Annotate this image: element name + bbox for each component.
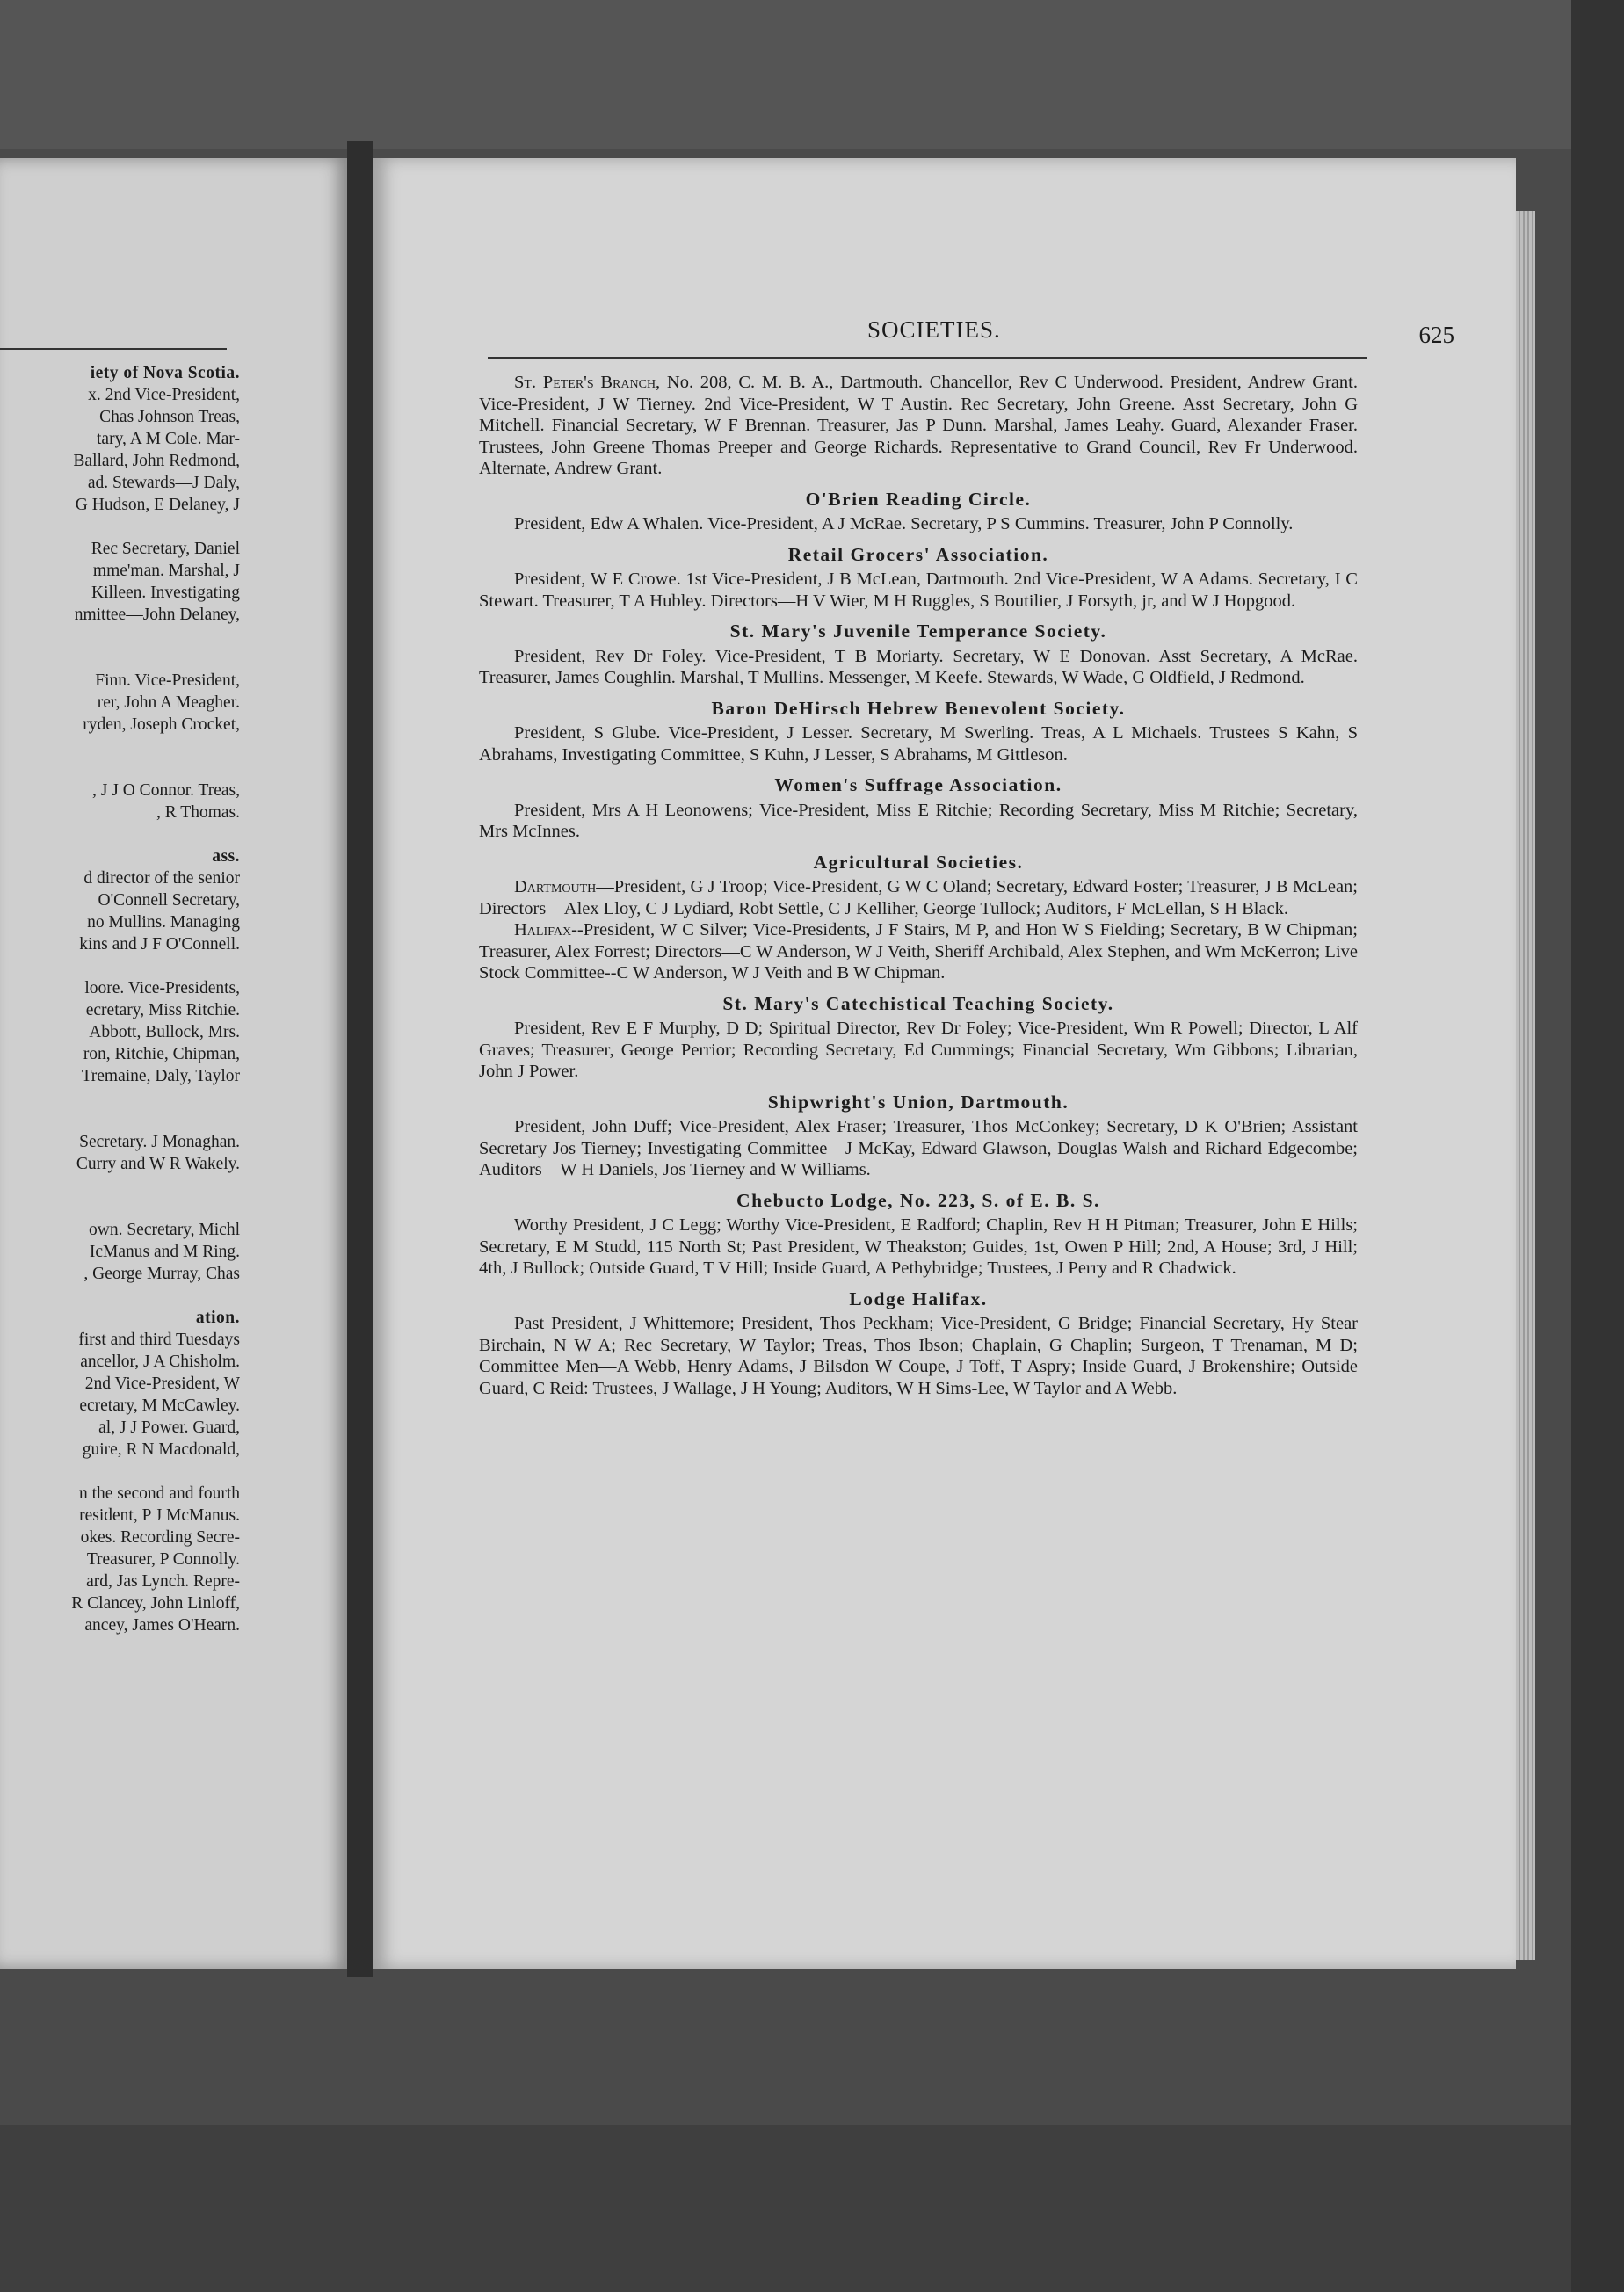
- left-page-line: Treasurer, P Connolly.: [86, 1550, 240, 1569]
- left-page-line: mme'man. Marshal, J: [92, 562, 240, 580]
- left-page-line: Abbott, Bullock, Mrs.: [89, 1023, 240, 1041]
- society-entry: [479, 1092, 1358, 1181]
- society-officers-paragraph: [479, 876, 1358, 919]
- society-entry: [479, 489, 1358, 535]
- left-page-line: [0, 1109, 240, 1131]
- society-heading: St. Mary's Juvenile Temperance Society.: [729, 620, 1107, 642]
- left-page-heading: iety of Nova Scotia.: [90, 364, 240, 382]
- left-page-line: [0, 1461, 240, 1483]
- left-page-line: guire, R N Macdonald,: [82, 1440, 240, 1459]
- left-page-line: okes. Recording Secre-: [80, 1528, 240, 1547]
- society-officers-paragraph: [479, 1116, 1358, 1181]
- left-page-line: nmittee—John Delaney,: [74, 606, 240, 624]
- left-page-line: [0, 1197, 240, 1219]
- left-page-line: Ballard, John Redmond,: [73, 452, 240, 470]
- entry-text: President, Rev E F Murphy, D D; Spiritual Director, Rev Dr Foley; Vice-President, Wm R Powell; Director, L Alf Graves; Treasurer, George Perrior; Recording Secretary, Ed Cummings; Financial Secretary, Wm Gibbons; Librarian, John J Power.: [479, 1019, 1358, 1081]
- left-page-line: G Hudson, E Delaney, J: [75, 496, 240, 514]
- scanner-background-right: [1571, 0, 1624, 2292]
- left-page-line: , George Murray, Chas: [83, 1265, 240, 1283]
- society-heading: Lodge Halifax.: [849, 1287, 988, 1309]
- page-number: 625: [1418, 322, 1454, 348]
- left-page-line: Chas Johnson Treas,: [99, 408, 240, 426]
- left-page-line: n the second and fourth: [78, 1484, 240, 1503]
- entry-text: President, Rev Dr Foley. Vice-President, T B Moriarty. Secretary, W E Donovan. Asst Secretary, A McRae. Treasurer, James Coughlin. Marshal, T Mullins. Messenger, M Keefe. Stewards, W Wade, G Oldfield, J Redmond.: [479, 646, 1358, 687]
- society-entry: [479, 1190, 1358, 1280]
- left-page-line: Killeen. Investigating: [91, 584, 240, 602]
- society-officers-paragraph: [479, 1313, 1358, 1399]
- left-page-rule: [0, 348, 227, 350]
- society-entry: [479, 620, 1358, 689]
- left-page-line: [0, 736, 240, 758]
- left-page-line: [0, 955, 240, 977]
- entry-text: Past President, J Whittemore; President, Thos Peckham; Vice-President, G Bridge; Financial Secretary, Hy Stear Birchain, N W A; Rec Secretary, W Taylor; Treas, Thos Ibson; Chaplain, G Chaplin; Surgeon, T Trenaman, M D; Committee Men—A Webb, Henry Adams, J Bilsdon W Coupe, J Toff, T Aspry; Inside Guard, J Brokenshire; Outside Guard, C Reid: Trustees, J Wallage, J H Young; Auditors, W H Sims-Lee, W Taylor and A Webb.: [479, 1314, 1358, 1398]
- left-page-heading: ass.: [212, 847, 240, 866]
- left-page-line: [0, 1285, 240, 1307]
- society-entry: [479, 774, 1358, 843]
- society-entry: [479, 993, 1358, 1083]
- left-page-line: [0, 1087, 240, 1109]
- left-page-line: Tremaine, Daly, Taylor: [81, 1067, 240, 1085]
- left-page-line: Rec Secretary, Daniel: [91, 540, 240, 558]
- left-page-line: own. Secretary, Michl: [88, 1221, 240, 1239]
- left-page-line: ard, Jas Lynch. Repre-: [86, 1572, 240, 1591]
- left-page-heading: ation.: [195, 1309, 240, 1327]
- society-entry: [479, 1288, 1358, 1400]
- society-heading: Agricultural Societies.: [813, 851, 1024, 873]
- left-page-line: [0, 516, 240, 538]
- left-page-line: O'Connell Secretary,: [98, 891, 240, 910]
- society-officers-paragraph: [479, 513, 1358, 535]
- society-officers-paragraph: [479, 722, 1358, 765]
- societies-listing: [479, 372, 1358, 1399]
- society-officers-paragraph: [479, 372, 1358, 480]
- society-heading: Chebucto Lodge, No. 223, S. of E. B. S.: [736, 1189, 1100, 1211]
- society-officers-paragraph: [479, 646, 1358, 689]
- left-page-line: [0, 823, 240, 845]
- left-page-line: no Mullins. Managing: [87, 913, 240, 932]
- left-page-line: [0, 648, 240, 670]
- book-gutter: [347, 141, 373, 1977]
- left-page-line: R Clancey, John Linloff,: [71, 1594, 240, 1613]
- left-page-line: ecretary, M McCawley.: [79, 1396, 240, 1415]
- page-edges: [1516, 211, 1535, 1960]
- society-officers-paragraph: [479, 800, 1358, 843]
- society-officers-paragraph: [479, 1215, 1358, 1280]
- left-page-line: Secretary. J Monaghan.: [79, 1133, 240, 1151]
- society-officers-paragraph: [479, 1018, 1358, 1083]
- left-page-line: 2nd Vice-President, W: [84, 1374, 240, 1393]
- running-head-title: SOCIETIES.: [867, 316, 1001, 343]
- society-heading: St. Mary's Catechistical Teaching Society.: [722, 992, 1114, 1014]
- right-page: [373, 158, 1516, 1969]
- left-page-line: IcManus and M Ring.: [89, 1243, 240, 1261]
- entry-text: President, Mrs A H Leonowens; Vice-President, Miss E Ritchie; Recording Secretary, Miss M Ritchie; Secretary, Mrs McInnes.: [479, 800, 1358, 841]
- left-page-line: Curry and W R Wakely.: [76, 1155, 240, 1173]
- society-heading: Retail Grocers' Association.: [787, 543, 1049, 565]
- left-page-line: [0, 626, 240, 648]
- society-heading: O'Brien Reading Circle.: [805, 488, 1032, 510]
- left-page-line: [0, 758, 240, 780]
- left-page-line: loore. Vice-Presidents,: [84, 979, 240, 997]
- society-officers-paragraph: [479, 569, 1358, 612]
- entry-text: President, W E Crowe. 1st Vice-President, J B McLean, Dartmouth. 2nd Vice-President, W A Adams. Secretary, I C Stewart. Treasurer, T A Hubley. Directors—H V Wier, M H Ruggles, S Boutilier, J Forsyth, jr, and W J Hopgood.: [479, 569, 1358, 611]
- running-head: [488, 316, 1454, 352]
- left-page-line: ancey, James O'Hearn.: [84, 1616, 240, 1635]
- left-page-line: ryden, Joseph Crocket,: [83, 715, 240, 734]
- society-entry: [479, 544, 1358, 613]
- left-page-line: ron, Ritchie, Chipman,: [83, 1045, 240, 1063]
- society-entry: [479, 698, 1358, 766]
- entry-text: President, John Duff; Vice-President, Alex Fraser; Treasurer, Thos McConkey; Secretary, D K O'Brien; Assistant Secretary Jos Tierney; Investigating Committee—J McKay, Edward Glawson, Douglas Walsh and Richard Edgecombe; Auditors—W H Daniels, Jos Tierney and W Williams.: [479, 1117, 1358, 1179]
- society-entry: [479, 852, 1358, 984]
- entry-text: —President, G J Troop; Vice-President, G W C Oland; Secretary, Edward Foster; Treasurer, J B McLean; Directors—Alex Lloy, C J Lydiard, Robt Settle, C J Kelliher, George Tullock; Auditors, F McLellan, S H Black.: [479, 877, 1358, 918]
- left-page-line: , J J O Connor. Treas,: [92, 781, 240, 800]
- entry-text: No. 208, C. M. B. A., Dartmouth. Chancellor, Rev C Underwood. President, Andrew Grant. Vice-President, J W Tierney. 2nd Vice-President, W T Austin. Rec Secretary, John Greene. Asst Secretary, John G Mitchell. Financial Secretary, W F Brennan. Treasurer, Jas P Dunn. Marshal, James Leahy. Guard, Alexander Fraser. Trustees, John Greene Thomas Preeper and George Richards. Representative to Grand Council, Rev Fr Underwood. Alternate, Andrew Grant.: [479, 373, 1358, 478]
- entry-text: Worthy President, J C Legg; Worthy Vice-President, E Radford; Chaplin, Rev H H Pitman; Treasurer, John E Hills; Secretary, E M Studd, 115 North St; Past President, W Theakston; Guides, 1st, Owen P Hill; 2nd, A House; 3rd, J Hill; 4th, J Bullock; Outside Guard, T V Hill; Inside Guard, A Pethybridge; Trustees, J Perry and R Chadwick.: [479, 1215, 1358, 1278]
- entry-lead: Dartmouth: [514, 877, 597, 896]
- left-page-line: Finn. Vice-President,: [95, 671, 240, 690]
- left-page-line: , R Thomas.: [156, 803, 240, 822]
- left-page-line: x. 2nd Vice-President,: [88, 386, 240, 404]
- left-page-line: al, J J Power. Guard,: [98, 1418, 240, 1437]
- entry-text: President, Edw A Whalen. Vice-President, A J McRae. Secretary, P S Cummins. Treasurer, John P Connolly.: [514, 514, 1294, 533]
- left-page-line: [0, 1175, 240, 1197]
- left-page-line: first and third Tuesdays: [78, 1331, 240, 1349]
- left-page-line: resident, P J McManus.: [79, 1506, 240, 1525]
- left-page-line: ecretary, Miss Ritchie.: [85, 1001, 240, 1019]
- left-page-line: rer, John A Meagher.: [97, 693, 240, 712]
- scanner-background-bottom: [0, 2125, 1624, 2292]
- left-page-line: ad. Stewards—J Daly,: [87, 474, 240, 492]
- entry-lead: Halifax: [514, 920, 572, 939]
- entry-text: --President, W C Silver; Vice-Presidents, J F Stairs, M P, and Hon W S Fielding; Secretary, B W Chipman; Treasurer, Alex Forrest; Directors—C W Anderson, W J Veith, Sheriff Archibald, Alex Stephen, and Wm McKerron; Live Stock Committee--C W Anderson, W J Veith and B W Chipman.: [479, 920, 1358, 983]
- society-heading: Baron DeHirsch Hebrew Benevolent Society.: [711, 697, 1126, 719]
- left-page-line: d director of the senior: [83, 869, 240, 888]
- scanner-background-top: [0, 0, 1624, 149]
- left-page-line: ancellor, J A Chisholm.: [80, 1353, 240, 1371]
- left-page: [0, 158, 347, 1969]
- society-heading: Shipwright's Union, Dartmouth.: [767, 1091, 1069, 1113]
- society-officers-paragraph: [479, 919, 1358, 984]
- society-entry: [479, 372, 1358, 480]
- left-page-line: tary, A M Cole. Mar-: [97, 430, 240, 448]
- left-page-text: [0, 362, 240, 1636]
- running-head-rule: [488, 357, 1367, 359]
- entry-lead: St. Peter's Branch,: [514, 373, 661, 392]
- entry-text: President, S Glube. Vice-President, J Lesser. Secretary, M Swerling. Treas, A L Michaels. Trustees S Kahn, S Abrahams, Investigating Committee, S Kuhn, J Lesser, S Abrahams, M Gittleson.: [479, 723, 1358, 765]
- left-page-line: kins and J F O'Connell.: [79, 935, 240, 954]
- society-heading: Women's Suffrage Association.: [774, 774, 1062, 795]
